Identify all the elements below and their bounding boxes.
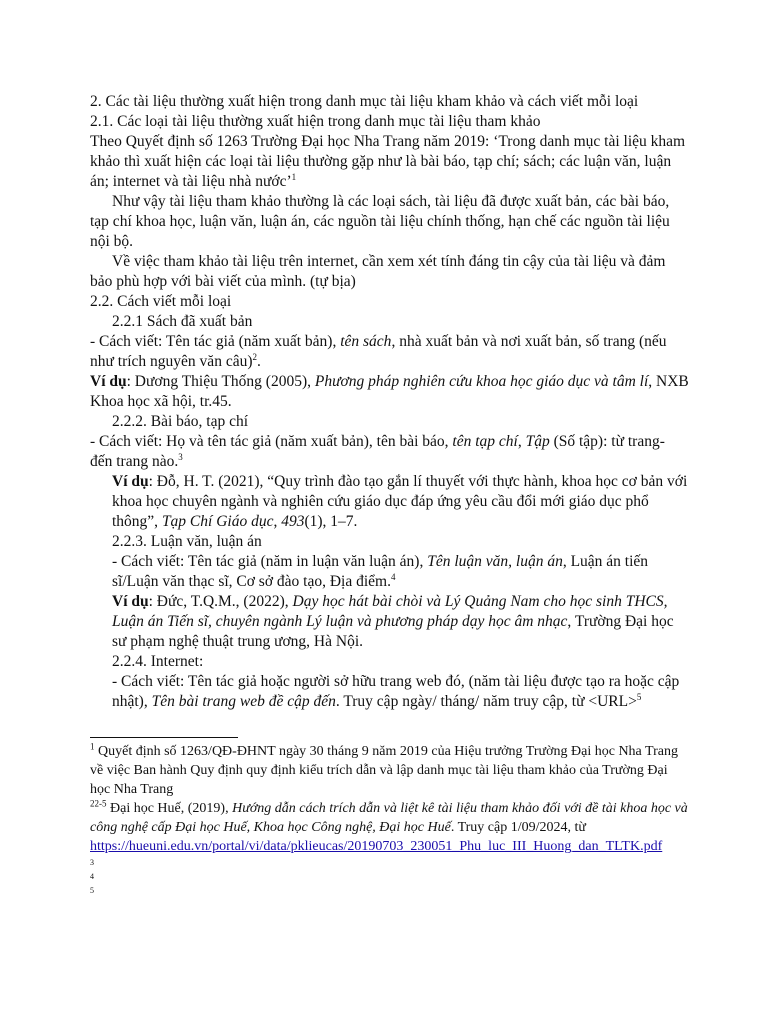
heading-2-2-1: 2.2.1 Sách đã xuất bản xyxy=(112,313,253,330)
footnote-1-text: Quyết định số 1263/QĐ-ĐHNT ngày 30 tháng 9 năm 2019 của Hiệu trưởng Trường Đại học Nha Trang về việc Ban hành Quy định quy định kiểu trích dẫn và lập danh mục tài liệu tham khảo của Trường Đại học Nha Trang xyxy=(90,744,678,797)
book-example-label: Ví dụ xyxy=(90,373,127,390)
paragraph-1 xyxy=(90,132,690,192)
heading-2: 2. Các tài liệu thường xuất hiện trong danh mục tài liệu kham khảo và cách viết mỗi loại xyxy=(90,93,639,110)
heading-2-1: 2.1. Các loại tài liệu thường xuất hiện trong danh mục tài liệu tham khảo xyxy=(90,113,541,130)
thesis-example xyxy=(90,592,690,652)
article-example-prefix: : Đỗ, H. T. (2021), “Quy trình đào tạo gắn lí thuyết với thực hành, khoa học cơ bản với khoa học chuyên ngành và nghiên cứu giáo dục đáp ứng yêu cầu đổi mới giáo dục phổ thông”, xyxy=(112,473,688,530)
footnote-ref-3[interactable]: 3 xyxy=(178,451,183,462)
footnote-2-range: 2-5 xyxy=(94,798,107,809)
footnote-ref-4[interactable]: 4 xyxy=(390,571,396,582)
thesis-example-prefix: : Đức, T.Q.M., (2022), xyxy=(148,593,293,610)
internet-format-italic: Tên bài trang web đề cập đến xyxy=(151,693,336,710)
article-format-suffix: (Số tập): từ trang- đến trang nào. xyxy=(90,433,665,470)
footnote-2-link[interactable]: https://hueuni.edu.vn/portal/vi/data/pklieucas/20190703_230051_Phu_luc_III_Huong_dan_TLTK.pdf xyxy=(90,839,663,854)
footnote-1 xyxy=(90,742,690,799)
footnotes xyxy=(90,742,690,898)
article-format-italic: tên tạp chí xyxy=(452,433,518,450)
book-format-italic: tên sách xyxy=(340,333,392,350)
footnote-2-suffix: . Truy cập 1/09/2024, từ xyxy=(450,820,586,835)
thesis-example-suffix: , Trường Đại học sư phạm nghệ thuật trung ương, Hà Nội. xyxy=(112,613,674,650)
book-example-prefix: : Dương Thiệu Thống (2005), xyxy=(126,373,315,390)
heading-2-2-3: 2.2.3. Luận văn, luận án xyxy=(112,533,262,550)
article-example-volume: 493 xyxy=(281,513,305,530)
heading-2-2-2: 2.2.2. Bài báo, tạp chí xyxy=(112,413,249,430)
book-example xyxy=(90,372,690,412)
thesis-example-label: Ví dụ xyxy=(112,593,149,610)
heading-2-2-4: 2.2.4. Internet: xyxy=(112,653,204,670)
footnote-4 xyxy=(90,870,690,884)
thesis-example-title: Dạy học hát bài chòi và Lý Quảng Nam cho học sinh THCS, Luận án Tiến sĩ, chuyên ngành Lý luận và phương pháp dạy học âm nhạc xyxy=(112,593,668,630)
footnote-2-prefix: Đại học Huế, (2019), xyxy=(106,801,233,816)
footnote-3-mark: 3 xyxy=(90,858,94,867)
article-example-journal: Tạp Chí Giáo dục xyxy=(161,513,274,530)
footnote-3 xyxy=(90,856,690,870)
article-format-italic-2: Tập xyxy=(525,433,550,450)
book-example-title: Phương pháp nghiên cứu khoa học giáo dục và tâm lí xyxy=(314,373,649,390)
paragraph-3: Về việc tham khảo tài liệu trên internet, cần xem xét tính đáng tin cậy của tài liệu và đảm bảo phù hợp với bài viết của mình. (tự bịa) xyxy=(90,253,666,290)
footnote-4-mark: 4 xyxy=(90,872,94,881)
footnote-2-mark: 2 xyxy=(90,798,95,809)
internet-format xyxy=(90,672,690,712)
book-format xyxy=(90,332,690,372)
article-example-label: Ví dụ xyxy=(112,473,149,490)
thesis-format-suffix: , Luận án tiến sĩ/Luận văn thạc sĩ, Cơ sở đào tạo, Địa điểm. xyxy=(112,553,649,590)
book-example-suffix: , NXB Khoa học xã hội, tr.45. xyxy=(90,373,689,410)
footnote-2 xyxy=(90,799,690,856)
footnote-5 xyxy=(90,884,690,898)
article-example xyxy=(90,472,690,532)
paragraph-1-text: Theo Quyết định số 1263 Trường Đại học Nha Trang năm 2019: ‘Trong danh mục tài liệu kham khảo thì xuất hiện các loại tài liệu thường gặp như là bài báo, tạp chí; sách; các luận văn, luận án; internet và tài liệu nhà nước’ xyxy=(90,133,686,190)
paragraph-2: Như vậy tài liệu tham khảo thường là các loại sách, tài liệu đã được xuất bản, các bài báo, tạp chí khoa học, luận văn, luận án, các nguồn tài liệu chính thống, hạn chế các nguồn tài liệu nội bộ. xyxy=(90,193,670,250)
book-format-end: . xyxy=(257,353,261,370)
footnote-5-mark: 5 xyxy=(90,886,94,895)
article-example-suffix: (1), 1–7. xyxy=(304,513,358,530)
footnote-separator xyxy=(90,737,238,738)
footnote-ref-1[interactable]: 1 xyxy=(291,171,297,182)
article-format-mid: , xyxy=(517,433,526,450)
article-format-prefix: - Cách viết: Họ và tên tác giả (năm xuất bản), tên bài báo, xyxy=(90,433,453,450)
article-format xyxy=(90,432,690,472)
heading-2-2: 2.2. Cách viết mỗi loại xyxy=(90,293,232,310)
article-example-mid: , xyxy=(273,513,282,530)
footnote-2-title: Hướng dẫn cách trích dẫn và liệt kê tài liệu tham khảo đối với đề tài khoa học và công nghệ cấp Đại học Huế, Khoa học Công nghệ, Đại học Huế xyxy=(90,801,688,835)
footnote-1-mark: 1 xyxy=(90,741,95,752)
thesis-format xyxy=(90,552,690,592)
footnote-ref-2[interactable]: 2 xyxy=(252,351,257,362)
document-body xyxy=(90,92,690,712)
footnote-ref-5[interactable]: 5 xyxy=(636,691,642,702)
thesis-format-italic: Tên luận văn, luận án xyxy=(427,553,563,570)
thesis-format-prefix: - Cách viết: Tên tác giả (năm in luận văn luận án), xyxy=(112,553,428,570)
book-format-suffix: , nhà xuất bản và nơi xuất bản, số trang (nếu như trích nguyên văn câu) xyxy=(90,333,667,370)
book-format-prefix: - Cách viết: Tên tác giả (năm xuất bản), xyxy=(90,333,341,350)
internet-format-prefix: - Cách viết: Tên tác giả hoặc người sở hữu trang web đó, (năm tài liệu được tạo ra hoặc cập nhật), xyxy=(112,673,680,710)
internet-format-suffix: . Truy cập ngày/ tháng/ năm truy cập, từ <URL> xyxy=(335,693,637,710)
